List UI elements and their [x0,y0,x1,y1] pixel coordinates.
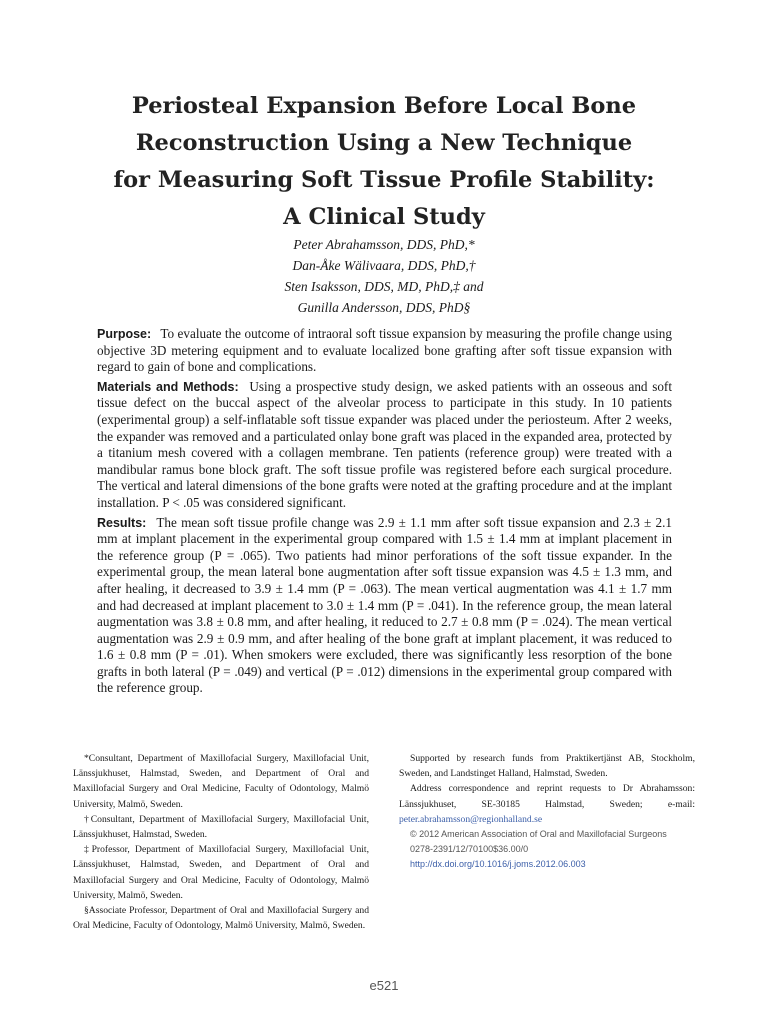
article-info-footnotes [399,751,695,873]
results-heading: Results: [97,515,147,530]
email-link[interactable]: peter.abrahamsson@regionhalland.se [399,813,543,825]
correspondence-address: Address correspondence and reprint requests to Dr Abrahamsson: Länssjukhuset, SE-30185 Halmstad, Sweden; e-mail: [399,783,695,810]
article-title [60,88,708,236]
abstract [97,326,672,700]
footnote: §Associate Professor, Department of Oral and Maxillofacial Surgery and Oral Medicine, Faculty of Odontology, Malmö University, Malmö, Sweden. [73,905,369,932]
purpose-text: To evaluate the outcome of intraoral soft tissue expansion by measuring the profile change using objective 3D metering equipment and to evaluate localized bone grafting after soft tissue expansion with regard to gain of bone and complications. [97,326,672,375]
abstract-results [97,515,672,698]
title-line: for Measuring Soft Tissue Profile Stability: [113,167,655,193]
abstract-methods [97,379,672,512]
funding-note: Supported by research funds from Praktikertjänst AB, Stockholm, Sweden, and Landstinget Halland, Halmstad, Sweden. [399,753,695,780]
methods-text: Using a prospective study design, we asked patients with an osseous and soft tissue defect on the buccal aspect of the alveolar process to participate in this study. In 10 patients (experimental group) a self-inflatable soft tissue expander was placed under the periosteum. After 2 weeks, the expander was removed and a particulated onlay bone graft was placed in the expanded area, protected by a titanium mesh covered with a collagen membrane. Ten patients (reference group) were treated with a mandibular ramus bone block graft. The soft tissue profile was registered before each surgical procedure. The vertical and lateral dimensions of the bone grafts were noted at the grafting procedure and at the implant installation. P < .05 was considered significant. [97,378,672,510]
author: Dan-Åke Wälivaara, DDS, PhD,† [292,258,476,273]
methods-heading: Materials and Methods: [97,379,239,394]
footnote: †Consultant, Department of Maxillofacial Surgery, Maxillofacial Unit, Länssjukhuset, Halmstad, Sweden. [73,813,369,841]
author: Peter Abrahamsson, DDS, PhD,* [293,237,475,252]
copyright-line: © 2012 American Association of Oral and Maxillofacial Surgeons [410,829,667,840]
author-list [60,234,708,318]
results-text: The mean soft tissue profile change was 2.9 ± 1.1 mm after soft tissue expansion and 2.3 ± 2.1 mm at implant placement in the experimental group compared with 1.5 ± 1.4 mm at implant placement in the reference group (P = .065). Two patients had minor perforations of the soft tissue expander. In the experimental group, the mean lateral bone augmentation after soft tissue expansion was 4.5 ± 1.3 mm, and after healing, it decreased to 3.9 ± 1.4 mm (P = .063). The mean vertical augmentation was 4.1 ± 1.7 mm and had decreased at implant placement to 3.0 ± 1.4 mm (P = .041). In the reference group, the mean lateral augmentation was 3.8 ± 0.8 mm, and after healing, it reduced to 2.7 ± 0.8 mm (P = .024). The mean vertical augmentation was 2.9 ± 0.9 mm, and after healing of the bone graft at implant placement, it was reduced to 1.6 ± 0.8 mm (P = .01). When smokers were excluded, there was significantly less resorption of the bone grafts in both lateral (P = .049) and vertical (P = .012) dimensions in the experimental group compared with the reference group. [97,514,673,696]
title-line: A Clinical Study [283,204,485,230]
issn-line: 0278-2391/12/70100$36.00/0 [410,844,529,855]
doi-link[interactable]: http://dx.doi.org/10.1016/j.joms.2012.06.003 [410,859,586,870]
abstract-purpose [97,326,672,376]
affiliation-footnotes [73,751,369,933]
doi-line [399,857,695,872]
author: Gunilla Andersson, DDS, PhD§ [297,300,471,315]
purpose-heading: Purpose: [97,327,152,341]
title-line: Periosteal Expansion Before Local Bone [131,93,637,119]
title-line: Reconstruction Using a New Technique [135,130,633,156]
page-number: e521 [369,978,399,993]
correspondence-note [399,781,695,827]
footnote: ‡Professor, Department of Maxillofacial Surgery, Maxillofacial Unit, Länssjukhuset, Halmstad, Sweden, and Department of Oral and Maxillofacial Surgery and Oral Medicine, Faculty of Odontology, Malmö University, Malmö, Sweden. [73,844,369,901]
footnote: *Consultant, Department of Maxillofacial Surgery, Maxillofacial Unit, Länssjukhuset, Halmstad, Sweden, and Department of Oral and Maxillofacial Surgery and Oral Medicine, Faculty of Odontology, Malmö University, Malmö, Sweden. [73,753,369,810]
author: Sten Isaksson, DDS, MD, PhD,‡ and [284,279,484,294]
